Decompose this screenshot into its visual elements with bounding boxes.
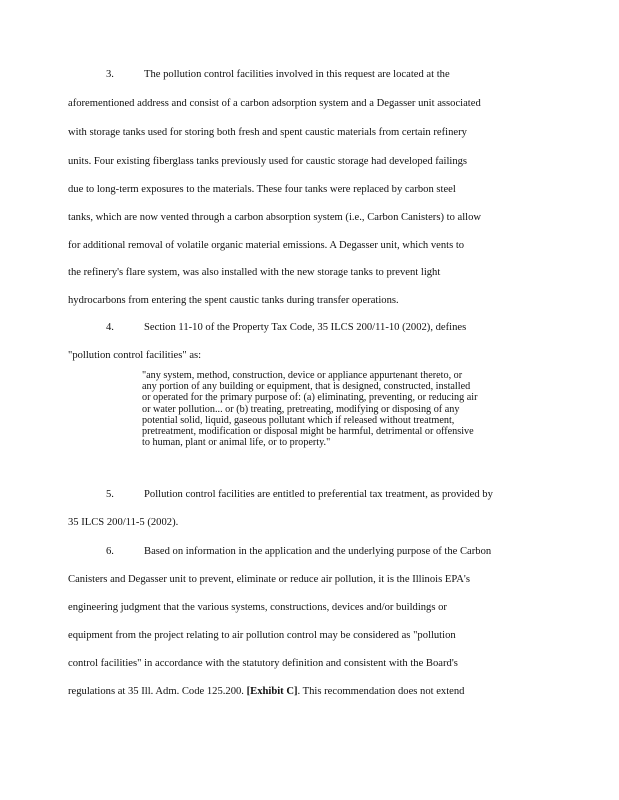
paragraph-5-line-2: 35 ILCS 200/11-5 (2002). <box>68 517 179 528</box>
definition-block-quote <box>142 370 550 448</box>
quote-line-4: or water pollution... or (b) treating, pretreating, modifying or disposing of any <box>142 403 460 415</box>
paragraph-5-line-1: Pollution control facilities are entitled to preferential tax treatment, as provided by <box>144 489 493 500</box>
paragraph-6-line-4: equipment from the project relating to air pollution control may be considered as "pollution <box>68 630 456 641</box>
paragraph-6-number: 6. <box>106 546 114 557</box>
paragraph-6-line-6 <box>68 685 552 699</box>
paragraph-5-number: 5. <box>106 489 114 500</box>
quote-line-1: "any system, method, construction, device or appliance appurtenant thereto, or <box>142 370 463 381</box>
paragraph-3-line-5: due to long-term exposures to the materials. These four tanks were replaced by carbon steel <box>68 184 456 195</box>
paragraph-3-line-4: units. Four existing fiberglass tanks previously used for caustic storage had developed failings <box>68 156 468 167</box>
paragraph-4-number: 4. <box>106 322 114 333</box>
paragraph-3-line-2: aforementioned address and consist of a carbon adsorption system and a Degasser unit associated <box>68 98 481 109</box>
paragraph-3-number: 3. <box>106 69 114 80</box>
paragraph-3-line-6: tanks, which are now vented through a carbon absorption system (i.e., Carbon Canisters) to allow <box>68 212 482 223</box>
paragraph-3-line-9: hydrocarbons from entering the spent caustic tanks during transfer operations. <box>68 295 399 306</box>
quote-line-3: or operated for the primary purpose of: (a) eliminating, preventing, or reducing air <box>142 392 478 404</box>
paragraph-6-line-3: engineering judgment that the various systems, constructions, devices and/or buildings or <box>68 602 447 613</box>
paragraph-3-line-3: with storage tanks used for storing both fresh and spent caustic materials from certain refinery <box>68 127 467 138</box>
paragraph-6-line-1: Based on information in the application and the underlying purpose of the Carbon <box>144 546 492 557</box>
exhibit-c-reference: [Exhibit C] <box>246 686 298 697</box>
paragraph-3-line-7: for additional removal of volatile organic material emissions. A Degasser unit, which vents to <box>68 240 465 251</box>
quote-line-5: potential solid, liquid, gaseous pollutant which if released without treatment, <box>142 414 455 426</box>
paragraph-4-line-2: "pollution control facilities" as: <box>68 350 202 361</box>
quote-line-7: to human, plant or animal life, or to property." <box>142 437 331 449</box>
paragraph-6-line-6-end: . This recommendation does not extend <box>297 686 465 697</box>
paragraph-3-line-1: The pollution control facilities involved in this request are located at the <box>144 69 450 80</box>
paragraph-3-line-8: the refinery's flare system, was also installed with the new storage tanks to prevent light <box>68 267 441 278</box>
paragraph-6-line-5: control facilities" in accordance with the statutory definition and consistent with the Board's <box>68 658 458 669</box>
paragraph-4-line-1: Section 11-10 of the Property Tax Code, 35 ILCS 200/11-10 (2002), defines <box>144 322 467 333</box>
paragraph-6-line-6-start: regulations at 35 Ill. Adm. Code 125.200. <box>68 686 244 697</box>
paragraph-6-line-2: Canisters and Degasser unit to prevent, eliminate or reduce air pollution, it is the Illinois EPA's <box>68 574 470 585</box>
quote-line-6: pretreatment, modification or disposal might be harmful, detrimental or offensive <box>142 426 474 438</box>
quote-line-2: any portion of any building or equipment, that is designed, constructed, installed <box>142 381 471 393</box>
